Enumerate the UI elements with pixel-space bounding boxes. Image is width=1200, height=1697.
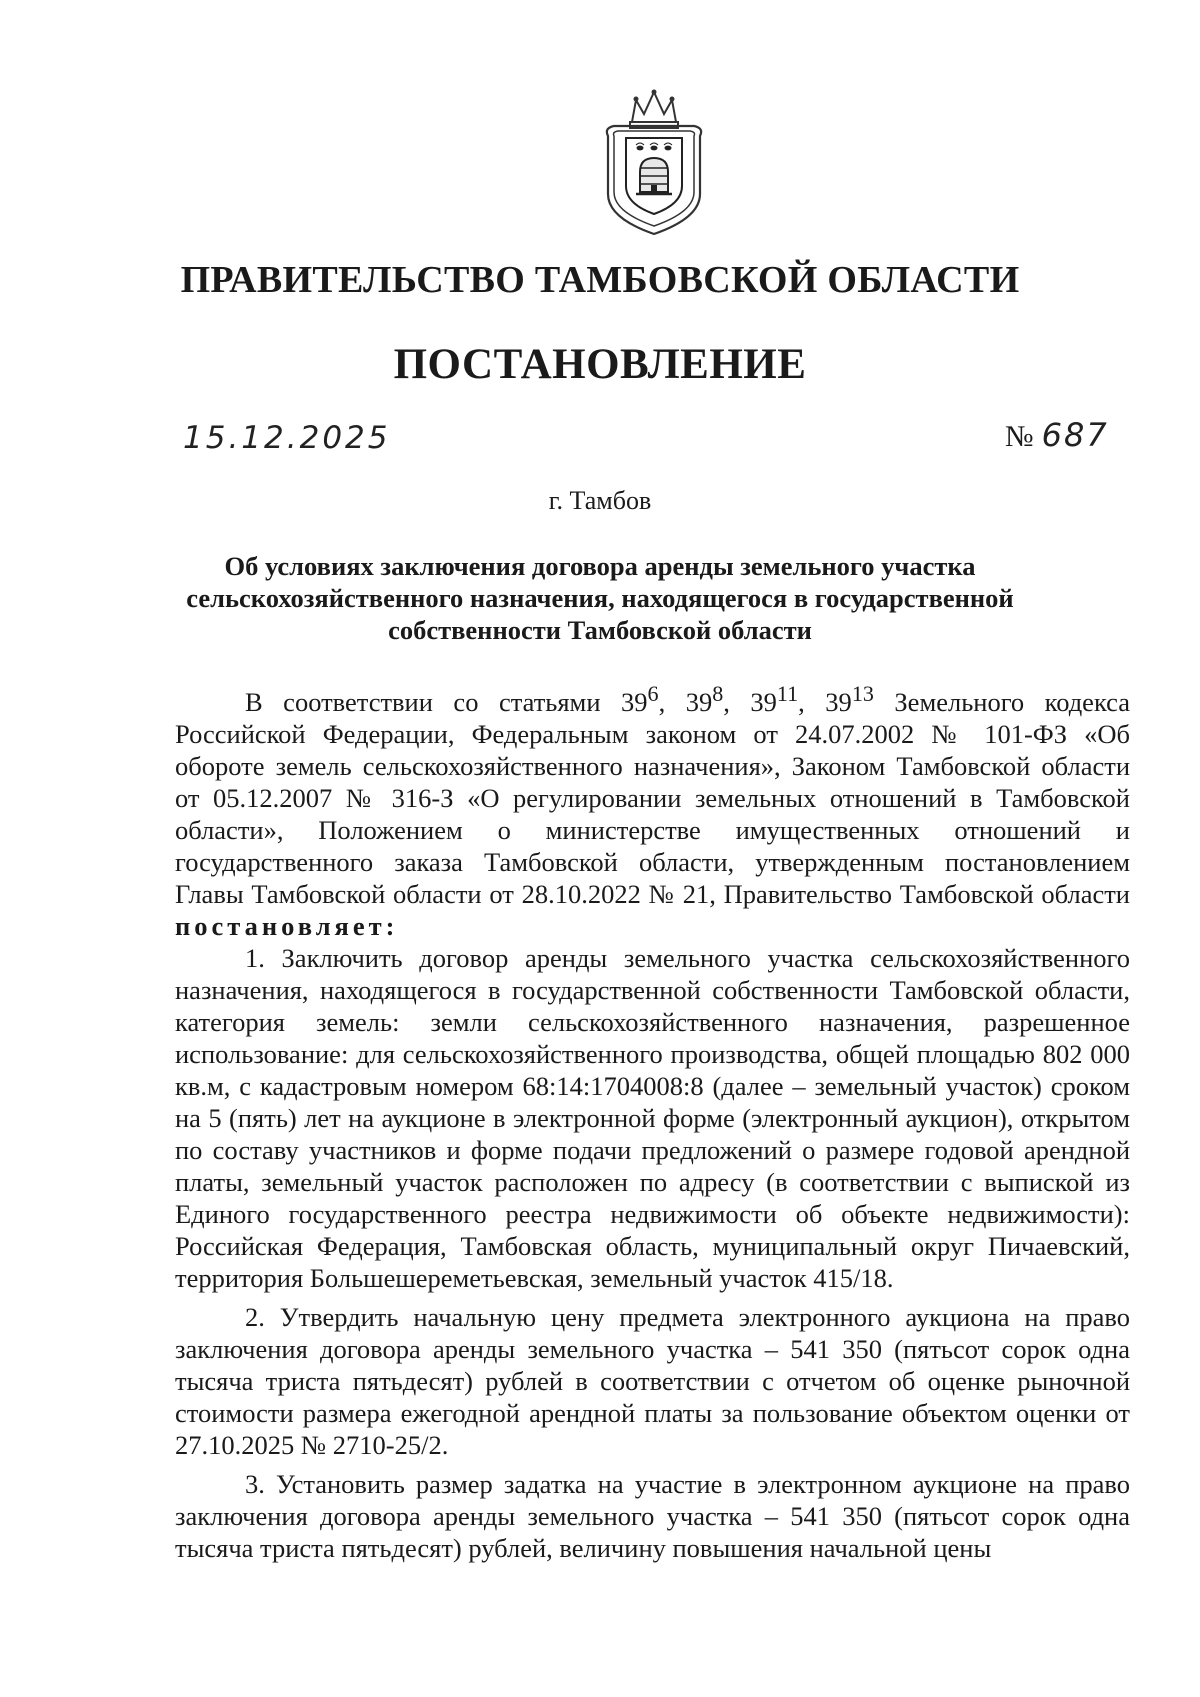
- article-ref: , 39: [658, 686, 713, 717]
- item-paragraph-1: 1. Заключить договор аренды земельного участка сельскохозяйственного назначения, находящегося в государственной собственности Тамбовской области, категория земель: земли сельскохозяйственного назначения, разрешенное использование: для сельскохозяйственного производства, общей площадью 802 000 кв.м, с кадастровым номером 68:14:1704008:8 (далее – земельный участок) сроком на 5 (пять) лет на аукционе в электронной форме (электронный аукцион), открытом по составу участников и форме подачи предложений о размере годовой арендной платы, земельный участок расположен по адресу (в соответствии с выпиской из Единого государственного реестра недвижимости об объекте недвижимости): Российская Федерация, Тамбовская область, муниципальный округ Пичаевский, территория Большешереметьевская, земельный участок 415/18.: [175, 942, 1130, 1293]
- item-paragraph-3: 3. Установить размер задатка на участие в электронном аукционе на право заключения договора аренды земельного участка – 541 350 (пятьсот сорок одна тысяча триста пятьдесят) рублей, величину повышения начальной цены: [175, 1468, 1130, 1563]
- document-number: [1005, 416, 1109, 454]
- subject-line: собственности Тамбовской области: [388, 615, 812, 645]
- decree-word: постановляет:: [175, 910, 399, 941]
- article-superscript: 6: [647, 681, 659, 706]
- number-sign: №: [1005, 420, 1034, 453]
- preamble-text: Земельного кодекса Российской Федерации, Федеральным законом от 24.07.2002 № 101-ФЗ «Об обороте земель сельскохозяйственного назначения», Законом Тамбовской области от 05.12.2007 № 316-З «О регулировании земельных отношений в Тамбовской области», Положением о министерстве имущественных отношений и государственного заказа Тамбовской области, утвержденным постановлением Главы Тамбовской области от 28.10.2022 № 21, Правительство Тамбовской области: [175, 686, 1131, 909]
- article-ref: , 39: [798, 686, 852, 717]
- government-title: ПРАВИТЕЛЬСТВО ТАМБОВСКОЙ ОБЛАСТИ: [180, 259, 1020, 301]
- document-subject: [0, 550, 1200, 646]
- item-paragraph-2: 2. Утвердить начальную цену предмета электронного аукциона на право заключения договора аренды земельного участка – 541 350 (пятьсот сорок одна тысяча триста пятьдесят) рублей в соответствии с отчетом об оценке рыночной стоимости размера ежегодной арендной платы за пользование объектом оценки от 27.10.2025 № 2710-25/2.: [175, 1301, 1130, 1460]
- document-body: [175, 678, 1130, 1564]
- coat-of-arms-emblem: [598, 88, 710, 236]
- city-line: г. Тамбов: [548, 486, 652, 515]
- article-superscript: 8: [712, 681, 724, 706]
- preamble-paragraph: [175, 678, 1130, 942]
- document-type-title: ПОСТАНОВЛЕНИЕ: [393, 341, 807, 388]
- document-number-value: 687: [1041, 416, 1109, 454]
- article-superscript: 11: [776, 681, 799, 706]
- subject-line: сельскохозяйственного назначения, находящегося в государственной: [186, 583, 1014, 613]
- article-superscript: 13: [851, 681, 874, 706]
- subject-line: Об условиях заключения договора аренды земельного участка: [224, 551, 976, 581]
- document-date: 15.12.2025: [183, 420, 391, 456]
- preamble-lead: В соответствии со статьями 39: [245, 686, 648, 717]
- article-ref: , 39: [723, 686, 777, 717]
